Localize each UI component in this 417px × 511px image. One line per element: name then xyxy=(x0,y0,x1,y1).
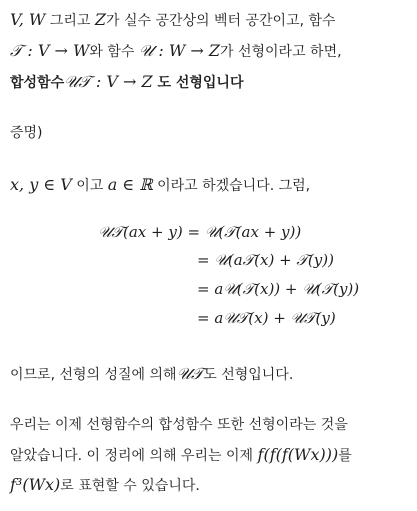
theorem-text: 그리고 xyxy=(45,13,95,29)
conclusion-text: 도 선형입니다. xyxy=(203,367,294,383)
closing-line-1: 우리는 이제 선형함수의 합성함수 또한 선형이라는 것을 xyxy=(10,417,348,433)
conclusion-text: 이므로, 선형의 성질에 의해 xyxy=(10,367,177,383)
math-vector-spaces: V, W xyxy=(10,10,46,29)
math-f-cubed: f³(Wx) xyxy=(10,475,61,494)
theorem-text: 도 선형입니다 xyxy=(152,75,244,91)
math-nested-f: f(f(f(Wx))) xyxy=(257,445,339,464)
equation-row-2 xyxy=(197,249,334,271)
math-z: Z xyxy=(94,10,106,29)
equation-row-4 xyxy=(197,307,336,329)
equation-row-3 xyxy=(197,278,359,300)
math-map-t: 𝒯 : V → W xyxy=(10,41,90,60)
closing-line-3 xyxy=(10,475,200,496)
equation-equals: = xyxy=(197,251,210,269)
equation-rhs: a𝒰(𝒯(x)) + 𝒰(𝒯(y)) xyxy=(214,280,360,298)
math-composition: 𝒰𝒯 : V → Z xyxy=(64,72,153,91)
theorem-line-1 xyxy=(10,10,336,31)
assumption-line xyxy=(10,175,310,196)
theorem-line-2 xyxy=(10,41,342,62)
theorem-text: 합성함수 xyxy=(10,75,65,91)
math-x-y-in-v: x, y ∈ V xyxy=(10,175,72,194)
closing-line-2 xyxy=(10,445,352,466)
assumption-text: 이라고 하겠습니다. 그럼, xyxy=(152,178,311,194)
conclusion-line xyxy=(10,364,293,385)
proof-label: 증명) xyxy=(10,125,43,141)
equation-rhs: a𝒰𝒯(x) + 𝒰𝒯(y) xyxy=(214,309,336,327)
equation-equals: = xyxy=(197,280,210,298)
closing-text: 로 표현할 수 있습니다. xyxy=(60,478,200,494)
equation-equals: = xyxy=(197,309,210,327)
math-map-u: 𝒰 : W → Z xyxy=(138,41,220,60)
math-composition: 𝒰𝒯 xyxy=(176,364,204,383)
equation-lhs: 𝒰𝒯(ax + y) xyxy=(98,223,183,241)
equation-equals: = xyxy=(187,223,201,241)
closing-text: 알았습니다. 이 정리에 의해 우리는 이제 xyxy=(10,448,258,464)
equation-row-1 xyxy=(98,221,301,243)
assumption-text: 이고 xyxy=(71,178,108,194)
theorem-line-3 xyxy=(10,72,243,93)
theorem-text: 와 함수 xyxy=(89,44,135,60)
equation-rhs: 𝒰(𝒯(ax + y)) xyxy=(204,223,302,241)
theorem-text: 가 선형이라고 하면, xyxy=(220,44,342,60)
math-a-in-r: a ∈ ℝ xyxy=(107,175,153,194)
closing-text: 를 xyxy=(338,448,352,464)
equation-rhs: 𝒰(a𝒯(x) + 𝒯(y)) xyxy=(214,251,334,269)
theorem-text: 가 실수 공간상의 벡터 공간이고, 함수 xyxy=(105,13,336,29)
